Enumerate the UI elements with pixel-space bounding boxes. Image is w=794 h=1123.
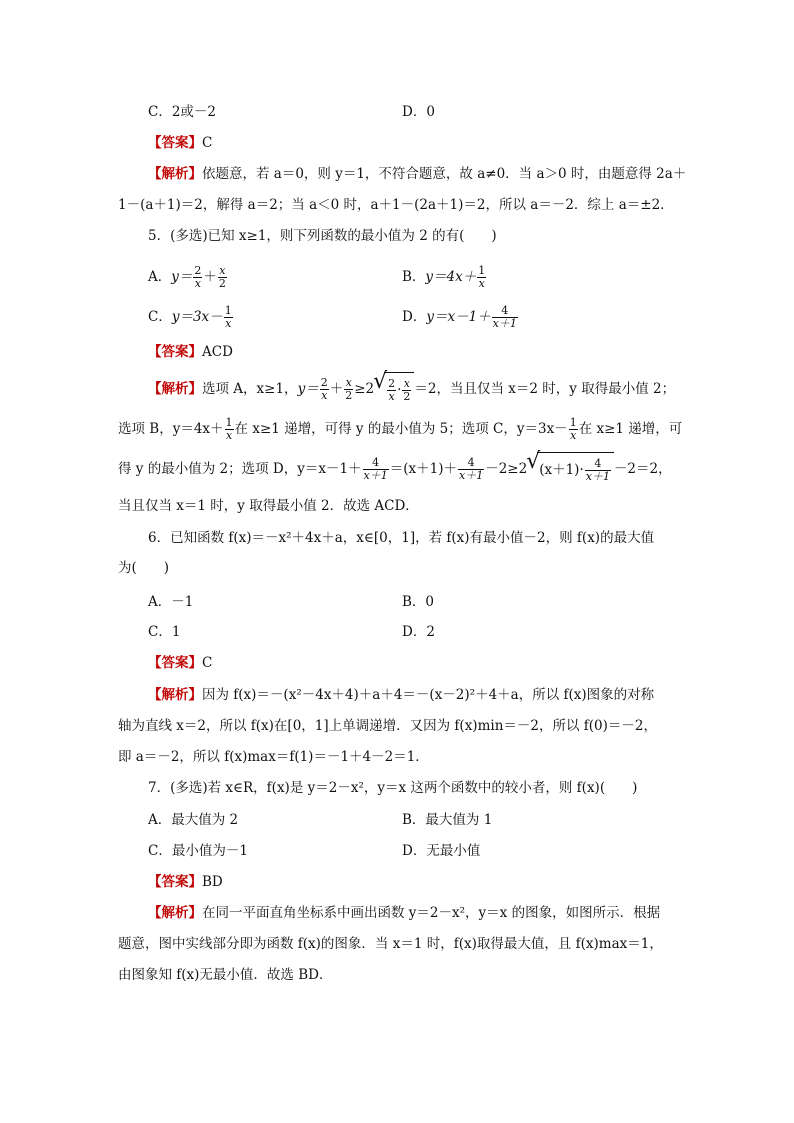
option-label: B． bbox=[402, 269, 426, 285]
fraction: $\frac{4}{x+1}$ bbox=[459, 456, 484, 482]
answer-tag: 【答案】 bbox=[148, 344, 202, 360]
q5-analysis-line4: 当且仅当 x＝1 时，y 取得最小值 2．故选 ACD． bbox=[118, 498, 419, 514]
q7-analysis-line3: 由图象知 f(x)无最小值．故选 BD． bbox=[118, 967, 333, 983]
option-expr: y＝ bbox=[171, 269, 193, 285]
q6-answer bbox=[148, 651, 212, 675]
q4-analysis-line1 bbox=[148, 162, 686, 186]
sqrt: √ (x＋1)· $\frac{4}{x+1}$ bbox=[537, 452, 614, 487]
answer-value: BD bbox=[202, 874, 223, 890]
answer-tag: 【答案】 bbox=[148, 655, 202, 671]
q7-option-d: D．无最小值 bbox=[402, 843, 481, 859]
q5-option-d bbox=[402, 302, 519, 332]
q6-stem-line1: 6．已知函数 f(x)＝－x²＋4x＋a，x∈[0，1]，若 f(x)有最小值－2，则 f(x)的最大值 bbox=[148, 530, 655, 546]
fraction: $\frac{1}{x}$ bbox=[569, 416, 577, 442]
analysis-tag: 【解析】 bbox=[148, 166, 202, 182]
q6-analysis-line3: 即 a＝－2，所以 f(x)max＝f(1)＝－1＋4－2＝1． bbox=[118, 749, 429, 765]
fraction: $\frac{2}{x}$ bbox=[194, 264, 202, 290]
q4-analysis-line2: 1－(a＋1)＝2，解得 a＝2；当 a＜0 时，a＋1－(2a＋1)＝2，所以 a＝－2．综上 a＝±2． bbox=[118, 197, 674, 213]
q6-option-d: D．2 bbox=[402, 624, 435, 640]
option-expr: y＝4x＋ bbox=[425, 269, 477, 285]
q7-analysis-line1: 【解析】在同一平面直角坐标系中画出函数 y＝2－x²，y＝x 的图象，如图所示．根据 bbox=[148, 905, 661, 921]
fraction: $\frac{1}{x}$ bbox=[225, 416, 233, 442]
q4-option-c: C．2或－2 bbox=[148, 104, 217, 120]
answer-value: ACD bbox=[202, 344, 233, 360]
q6-stem-line2: 为( ) bbox=[118, 560, 170, 576]
analysis-tag: 【解析】 bbox=[148, 687, 202, 703]
option-expr: y＝x－1＋ bbox=[426, 309, 491, 325]
fraction: $\frac{4}{x+1}$ bbox=[363, 456, 388, 482]
q6-option-b: B．0 bbox=[402, 594, 435, 610]
q7-answer bbox=[148, 870, 223, 894]
answer-tag: 【答案】 bbox=[148, 135, 202, 151]
fraction: $\frac{4}{x+1}$ bbox=[492, 304, 517, 330]
q7-option-b: B．最大值为 1 bbox=[402, 812, 493, 828]
fraction: $\frac{1}{x}$ bbox=[478, 264, 486, 290]
q5-option-c bbox=[148, 302, 234, 332]
answer-value: C bbox=[202, 655, 213, 671]
q5-analysis-line2: 选项 B，y＝4x＋ $\frac{1}{x}$ 在 x≥1 递增，可得 y 的最小值为 5；选项 C，y＝3x－ $\frac{1}{x}$ 在 x≥1 递增，可 bbox=[118, 416, 683, 442]
option-expr: y＝3x－ bbox=[171, 309, 223, 325]
q5-stem: 5．(多选)已知 x≥1，则下列函数的最小值为 2 的有( ) bbox=[148, 228, 497, 244]
q6-analysis-line1: 【解析】因为 f(x)＝－(x²－4x＋4)＋a＋4＝－(x－2)²＋4＋a，所以 f(x)图象的对称 bbox=[148, 687, 655, 703]
analysis-tag: 【解析】 bbox=[148, 381, 202, 397]
q7-option-c: C．最小值为－1 bbox=[148, 843, 248, 859]
q6-option-a: A．－1 bbox=[148, 594, 194, 610]
sqrt: √ $\frac{2}{x}$ · $\frac{x}{2}$ bbox=[384, 372, 414, 407]
q5-analysis-line3: 得 y 的最小值为 2；选项 D，y＝x－1＋ $\frac{4}{x+1}$ ＝(x＋1)＋ $\frac{4}{x+1}$ －2≥2√ (x＋1)· $\frac{4}{x+1}$ －2＝2， bbox=[118, 452, 672, 486]
q5-option-a: A．y＝ $\frac{2}{x}$ ＋ $\frac{x}{2}$ bbox=[148, 264, 226, 290]
fraction: $\frac{x}{2}$ bbox=[218, 264, 226, 290]
q7-option-a: A．最大值为 2 bbox=[148, 812, 239, 828]
option-label: C． bbox=[148, 309, 172, 325]
option-label: D． bbox=[402, 309, 427, 325]
analysis-tag: 【解析】 bbox=[148, 905, 202, 921]
fraction: $\frac{x}{2}$ bbox=[345, 376, 353, 402]
fraction: $\frac{2}{x}$ bbox=[320, 376, 328, 402]
q7-analysis-line2: 题意，图中实线部分即为函数 f(x)的图象．当 x＝1 时，f(x)取得最大值，且 f(x)max＝1， bbox=[118, 936, 663, 952]
answer-tag: 【答案】 bbox=[148, 874, 202, 890]
q6-analysis-line2: 轴为直线 x＝2，所以 f(x)在[0，1]上单调递增．又因为 f(x)min＝－2，所以 f(0)＝－2， bbox=[118, 718, 657, 734]
q5-analysis-line1: 【解析】选项 A，x≥1，y＝ $\frac{2}{x}$ ＋ $\frac{x}{2}$ ≥2 √ $\frac{2}{x}$ · $\frac{x}{2}$ ＝2，当且仅当 x＝2 时，y 取得最小值 2； bbox=[148, 372, 675, 406]
q7-stem: 7．(多选)若 x∈R，f(x)是 y＝2－x²，y＝x 这两个函数中的较小者，则 f(x)( ) bbox=[148, 780, 638, 796]
analysis-text: 依题意，若 a＝0，则 y＝1，不符合题意，故 a≠0．当 a＞0 时，由题意得 2a＋ bbox=[202, 166, 687, 182]
q5-answer bbox=[148, 340, 233, 364]
q6-option-c: C．1 bbox=[148, 624, 181, 640]
q4-answer bbox=[148, 131, 212, 155]
option-label: A． bbox=[148, 269, 172, 285]
q5-option-b bbox=[402, 262, 487, 292]
q4-option-d: D．0 bbox=[402, 104, 435, 120]
answer-value: C bbox=[202, 135, 213, 151]
fraction: $\frac{1}{x}$ bbox=[224, 304, 232, 330]
